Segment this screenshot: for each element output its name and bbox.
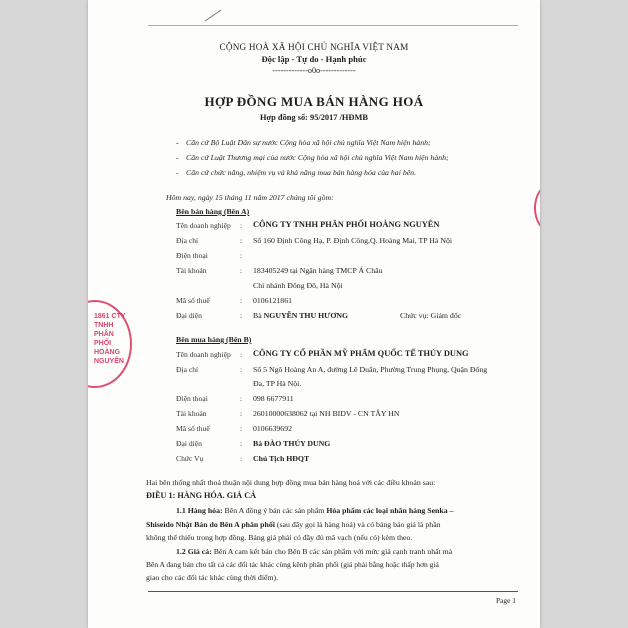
party-a-account-label: Tài khoản	[176, 266, 207, 275]
colon: :	[240, 394, 243, 403]
party-a-name-label: Tên doanh nghiệp	[176, 221, 231, 230]
clause-1-1-cont: không thể thiếu trong hợp đồng. Bảng giá phải có đầy đủ mã vạch (nếu có) kèm theo.	[146, 533, 413, 542]
colon: :	[240, 409, 243, 418]
party-b-account: 26010000638062 tại NH BIDV - CN TÂY HN	[253, 409, 400, 418]
colon: :	[240, 266, 243, 275]
party-a-heading: Bên bán hàng (Bên A)	[176, 207, 250, 216]
colon: :	[240, 311, 243, 320]
motto: Độc lập - Tự do - Hạnh phúc	[261, 54, 367, 64]
colon: :	[240, 236, 243, 245]
basis-item: - Căn cứ Luật Thương mại của nước Cộng hòa xã hội chủ nghĩa Việt Nam hiện hành;	[176, 153, 449, 162]
nation-heading: CỘNG HOÀ XÃ HỘI CHỦ NGHĨA VIỆT NAM	[219, 42, 409, 52]
colon: :	[240, 365, 243, 374]
basis-item: - Căn cứ chức năng, nhiệm vụ và khả năng mua bán hàng hóa của hai bên.	[176, 168, 417, 177]
clause-1-1: 1.1 Hàng hóa: Bên A đồng ý bán các sản phẩm Hóa phẩm các loại nhãn hàng Senka –	[176, 506, 454, 515]
party-b-company: CÔNG TY CỔ PHẦN MỸ PHẨM QUỐC TẾ THÚY DUNG	[253, 349, 469, 358]
page-number: Page 1	[496, 596, 516, 605]
clause-1-2-cont: giao cho các đối tác khác cùng thời điểm).	[146, 573, 279, 582]
basis-item: - Căn cứ Bộ Luật Dân sự nước Cộng hòa xã hội chủ nghĩa Việt Nam hiện hành;	[176, 138, 431, 147]
party-a-phone-label: Điện thoại	[176, 251, 208, 260]
party-b-name-label: Tên doanh nghiệp	[176, 350, 231, 359]
colon: :	[240, 251, 243, 260]
party-b-rep-label: Đại diện	[176, 439, 202, 448]
colon: :	[240, 439, 243, 448]
clause-1-1-cont: Shiseido Nhật Bản do Bên A phân phối (sau đây gọi là hàng hoá) và có bảng báo giá là phần	[146, 520, 441, 529]
party-a-company: CÔNG TY TNHH PHÂN PHỐI HOÀNG NGUYÊN	[253, 220, 440, 229]
party-a-rep: Bà NGUYỄN THU HƯƠNG	[253, 311, 349, 320]
party-a-address: Số 160 Định Công Hạ, P. Định Công,Q. Hoàng Mai, TP Hà Nội	[253, 236, 453, 245]
contract-number: Hợp đồng số: 95/2017 /HĐMB	[260, 113, 368, 122]
pen-mark	[203, 8, 223, 22]
top-edge	[148, 25, 518, 26]
party-b-address-label: Địa chỉ	[176, 365, 199, 374]
colon: :	[240, 350, 243, 359]
party-a-bank-branch: Chi nhánh Đông Đô, Hà Nội	[253, 281, 343, 290]
contract-page	[88, 0, 540, 628]
party-a-address-label: Địa chỉ	[176, 236, 199, 245]
party-b-position-label: Chức Vụ	[176, 454, 204, 463]
party-b-address-cont: Đa, TP Hà Nội.	[253, 379, 302, 388]
party-b-tax-label: Mã số thuế	[176, 424, 210, 433]
page-title: HỢP ĐỒNG MUA BÁN HÀNG HOÁ	[204, 94, 424, 109]
ornament: -------------o0o-------------	[272, 66, 356, 75]
clause-1-2-cont: Bên A đang bán cho tất cả các đối tác khác cùng kênh phân phối (giá phải bằng hoặc thấp hơn giá	[146, 560, 439, 569]
article-1-title: ĐIỀU 1: HÀNG HÓA. GIÁ CẢ	[146, 491, 257, 500]
party-b-address: Số 5 Ngõ Hoàng An A, đường Lê Duẩn, Phường Trung Phụng, Quận Đống	[253, 365, 488, 374]
party-b-phone: 098 6677911	[253, 394, 294, 403]
party-a-tax: 0106121861	[253, 296, 292, 305]
colon: :	[240, 221, 243, 230]
company-seal: 1861 CTY TNHH PHÂN PHỐI HOÀNG NGUYÊN	[88, 300, 132, 388]
colon: :	[240, 454, 243, 463]
agreement-line: Hai bên thống nhất thoả thuận nội dung hợp đồng mua bán hàng hoá với các điều khoản sau:	[146, 478, 436, 487]
clause-1-2: 1.2 Giá cả: Bên A cam kết bán cho Bên B các sản phẩm với mức giá cạnh tranh nhất mà	[176, 547, 453, 556]
party-a-rep-label: Đại diện	[176, 311, 202, 320]
party-a-tax-label: Mã số thuế	[176, 296, 210, 305]
party-a-position: Chức vụ: Giám đốc	[400, 311, 462, 320]
party-b-rep: Bà ĐÀO THÚY DUNG	[253, 439, 331, 448]
party-a-account: 183405249 tại Ngân hàng TMCP Á Châu	[253, 266, 383, 275]
footer-rule	[148, 591, 518, 592]
party-b-tax: 0106639692	[253, 424, 292, 433]
intro-line: Hôm nay, ngày 15 tháng 11 năm 2017 chúng tôi gồm:	[166, 193, 334, 202]
colon: :	[240, 296, 243, 305]
party-b-phone-label: Điện thoại	[176, 394, 208, 403]
colon: :	[240, 424, 243, 433]
party-b-heading: Bên mua hàng (Bên B)	[176, 335, 252, 344]
party-b-account-label: Tài khoản	[176, 409, 207, 418]
seal-fragment	[534, 184, 540, 232]
party-b-position: Chủ Tịch HĐQT	[253, 454, 310, 463]
